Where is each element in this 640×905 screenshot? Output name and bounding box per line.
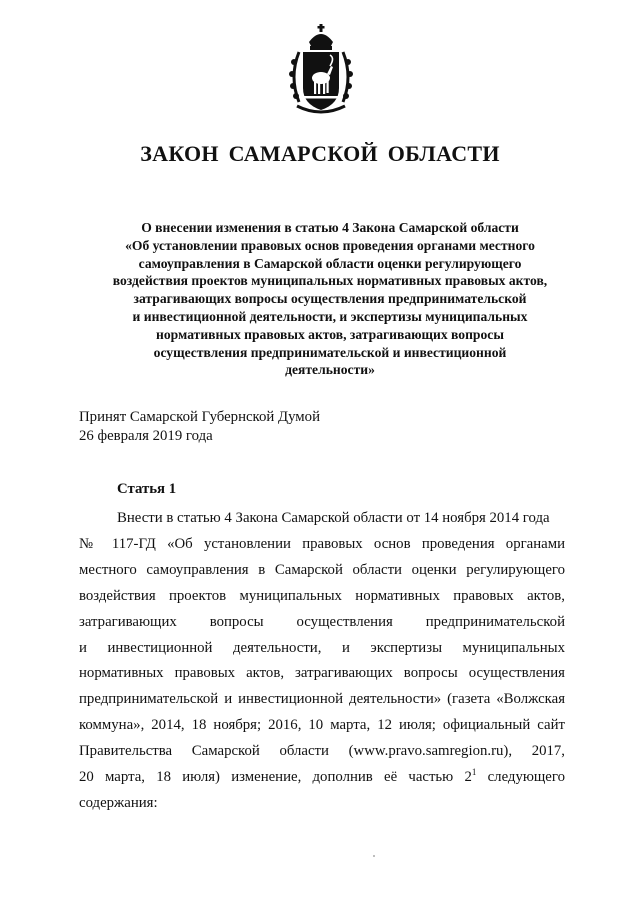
- body-line: № 117-ГД «Об установлении правовых основ проведения органами: [79, 535, 565, 552]
- body-line: Правительства Самарской области (www.pravo.samregion.ru), 2017,: [79, 743, 565, 760]
- adoption-date: 26 февраля 2019 года: [79, 428, 213, 444]
- adoption-info: [79, 408, 320, 446]
- body-line: предпринимательской и инвестиционной деятельности» (газета «Волжская: [79, 691, 565, 708]
- body-line: [79, 765, 565, 791]
- subtitle-line: О внесении изменения в статью 4 Закона Самарской области: [141, 220, 519, 235]
- subtitle-line: «Об установлении правовых основ проведения органами местного: [125, 237, 535, 253]
- coat-of-arms-icon: [283, 22, 359, 118]
- body-line: коммуна», 2014, 18 ноября; 2016, 10 марта, 12 июля; официальный сайт: [79, 717, 565, 734]
- law-title: ЗАКОН САМАРСКОЙ ОБЛАСТИ: [140, 141, 500, 166]
- scan-speck: [373, 855, 375, 857]
- subtitle-line: и инвестиционной деятельности, и экспертизы муниципальных: [132, 308, 528, 324]
- subtitle-line: воздействия проектов муниципальных нормативных правовых актов,: [112, 273, 548, 289]
- body-line-text: следующего: [476, 769, 565, 786]
- body-line: затрагивающих вопросы осуществления предпринимательской: [79, 613, 565, 630]
- law-subtitle: [70, 219, 590, 379]
- part-superscript: 1: [471, 767, 477, 778]
- body-line: и инвестиционной деятельности, и экспертизы муниципальных: [79, 639, 565, 656]
- body-line: Внести в статью 4 Закона Самарской области от 14 ноября 2014 года: [117, 510, 550, 526]
- article-body: [79, 506, 565, 817]
- body-line: местного самоуправления в Самарской области оценки регулирующего: [79, 561, 565, 578]
- subtitle-line: нормативных правовых актов, затрагивающих вопросы: [156, 326, 504, 342]
- body-line-text: 20 марта, 18 июля) изменение, дополнив её частью 2: [79, 769, 472, 786]
- subtitle-line: деятельности»: [285, 362, 375, 378]
- body-line: воздействия проектов муниципальных нормативных правовых актов,: [79, 587, 565, 604]
- adoption-body: Принят Самарской Губернской Думой: [79, 409, 320, 425]
- subtitle-line: затрагивающих вопросы осуществления предпринимательской: [133, 291, 527, 307]
- article-heading: Статья 1: [117, 481, 177, 497]
- body-line: нормативных правовых актов, затрагивающих вопросы осуществления: [79, 665, 565, 682]
- body-line: содержания:: [79, 794, 158, 811]
- subtitle-line: осуществления предпринимательской и инвестиционной: [153, 344, 507, 360]
- subtitle-line: самоуправления в Самарской области оценки регулирующего: [138, 255, 522, 271]
